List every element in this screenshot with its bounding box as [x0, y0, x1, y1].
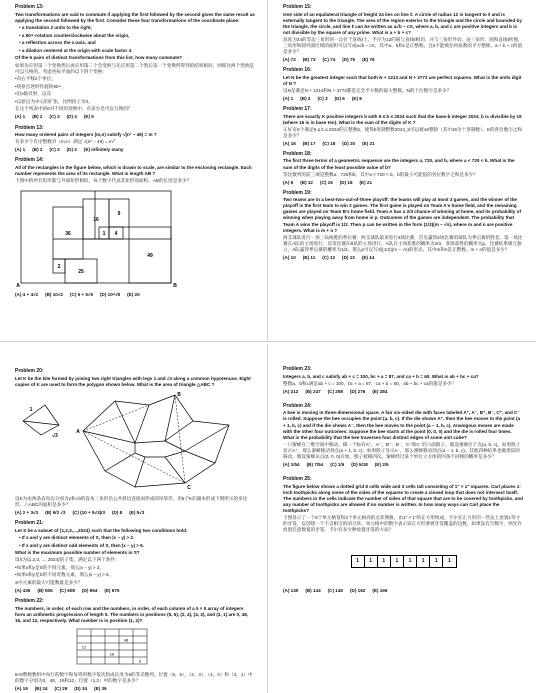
grid-value: 48: [123, 637, 129, 643]
problem-text: The first three terms of a geometric sequence are the integers a, 720, and b, where a < 720 < b. What is the sum of the digits of the least possible value of b?: [283, 158, 515, 170]
problem-title: Problem 21:: [15, 519, 44, 526]
triangle-abc: [83, 395, 185, 483]
problem-title: Problem 20:: [15, 368, 44, 374]
choice-e: (E) 21: [362, 140, 375, 146]
choice-d: (D) 162: [349, 588, 366, 594]
answer-choices: [283, 389, 524, 395]
problem-title: Problem 13:: [15, 124, 44, 131]
answer-choices: [15, 147, 255, 153]
list-item: • If x and y are distinct elements of S, then |x − y| > 2.: [19, 535, 135, 541]
choice-d: (D) 10⁴√8: [100, 292, 121, 298]
rectangles-figure: [15, 187, 255, 289]
side-label: √3: [52, 432, 58, 439]
polygon-outline: [83, 395, 229, 487]
problem-text: Integers a, b, and c satisfy ab + c = 100, bc + a = 87, and ca + b = 60. What is ab + bc + ca?: [283, 373, 479, 379]
page-4: [268, 344, 536, 693]
kite-polygon-diagram: [15, 391, 245, 491]
area-label: 4: [114, 231, 118, 238]
kite-edge: [105, 453, 135, 471]
point-label-a: A: [76, 428, 80, 435]
problem-17: [283, 106, 524, 147]
kite-edge: [185, 425, 229, 451]
problem-23: [283, 366, 524, 395]
choice-c: (C) 258: [327, 388, 343, 394]
problem-text-zh: 整数a、b和c满足ab + c = 100，bc + a = 87，ca + b = 60。ab + bc + ca的值是多少？: [283, 380, 457, 386]
kite-figure: [15, 391, 255, 493]
problem-text-zh: 正好有K个满足5 ≤ b ≤ 2024的正整数b，使得b进制整数2024_b可以被16整除（其中16为十进制数）。K的各位数字之和是多少？: [283, 126, 523, 138]
problem-16: [283, 67, 524, 102]
choice-a: (A) 2 + 3√3: [15, 509, 39, 515]
area-label: 36: [65, 231, 71, 238]
list-item: • a translation 2 units to the right,: [19, 25, 92, 31]
rectangles-diagram: [15, 187, 185, 287]
grid-value: 0: [138, 658, 142, 664]
choice-a: (A) 1: [15, 114, 26, 120]
choice-b: (B) 506: [37, 588, 53, 594]
answer-choices: [283, 462, 524, 468]
choice-a: (A) 1: [283, 95, 294, 101]
outer-rectangle: [21, 191, 171, 283]
choice-b: (B) 144: [305, 588, 321, 594]
choice-c: (C) 1/6: [330, 461, 345, 467]
problem-title: Problem 23:: [283, 366, 312, 372]
kite-edge: [165, 457, 185, 483]
problem-25: [283, 476, 524, 594]
choice-b: (B) 10√2: [45, 292, 63, 298]
choice-b: (B) 2: [32, 147, 43, 153]
point-label-a: A: [16, 283, 20, 288]
problem-text-zh: 高度为24的等边三角形的一边位于直线ℓ上。半径为12的圆与直线ℓ相切，并与三角形外切。由三角形、圆和直线ℓ所围，三角形和圆外部区域的面积可以写成a√b − cπ，其中a、b和c是正整数，且b不能被任何质数的平方整除。a + b + c的值是多少？: [283, 36, 523, 54]
choice-e: (E) infinitely many: [83, 147, 124, 153]
choice-c: (C) 29: [54, 686, 68, 692]
choice-d: (D) 4: [66, 147, 77, 153]
point-label-b: B: [173, 283, 177, 288]
choice-c: (C) (10 + 8√3)/3: [72, 509, 106, 515]
choice-d: (D) 654: [81, 588, 98, 594]
problem-text: Two teams are in a best-two-out-of-three playoff: the teams will play at most 3 games, and the winner of the playoff is the first team to win 2 games. The first game is played on Team A's home field, and the remaining games are played on Team B's home field. Team A has a 2/3 chance of winning at home, and its probability of winning when playing away from home is p. Outcomes of the games are independent. The probability that Team A wins the playoff is 1/2. Then p can be written in the form (1/2)(m − √n), where m and n are positive integers. What is m + n ?: [283, 197, 521, 233]
problem-24: [283, 403, 524, 468]
answer-choices: [283, 588, 524, 594]
problem-question: What is the maximum possible number of elements in S?: [15, 550, 140, 556]
area-label: 49: [147, 253, 153, 260]
area-label: 2: [57, 264, 61, 271]
choice-e: (E) 14: [361, 254, 375, 260]
problem-title: Problem 22:: [15, 598, 44, 605]
list-item-zh: •以原点为中心的扩张，比例因子为3。: [15, 98, 93, 104]
problem-text-zh: 两支球队进行一场三局两胜的季后赛：两支球队最多进行3场比赛，首先赢得2场比赛的球队为季后赛的胜者。第一场比赛在A队的主场进行，其余比赛在B队的主场进行。A队在主场获胜的概率为2/3，客场获胜的概率为p。比赛结果相互独立。A队赢得季后赛的概率为1/2。那么p可以写成(1/2)(m − √n)的形式，其中m和n是正整数。m + n的值是多少？: [283, 234, 523, 252]
problem-15: [283, 4, 524, 63]
area-label: 9: [117, 211, 121, 218]
kite-diagonal: [23, 421, 59, 425]
kite-edge: [185, 451, 215, 463]
list-item-zh: •如果x和y是S的不同奇数元素，那么|x − y| > 6。: [15, 572, 114, 578]
problem-title: Problem 15:: [283, 4, 312, 10]
kite-edge: [135, 405, 149, 443]
problem-text-zh: 设N是满足N + 1213和N + 3773都是完全平方数的最大整数。N的个位数字是多少？: [283, 87, 452, 93]
choice-e: (E) 20: [127, 292, 140, 298]
problem-13a: [15, 4, 255, 121]
problem-title: Problem 16:: [283, 67, 312, 74]
kite-shape: [23, 405, 59, 435]
choice-e: (E) 21: [359, 179, 373, 185]
choice-c: (C) 3: [49, 147, 60, 153]
choice-e: (E) 675: [104, 588, 120, 594]
choice-c: (C) 18: [322, 140, 336, 146]
problem-19: [283, 190, 524, 261]
problem-question: Of the 6 pairs of distinct transformations from this list, how many commute?: [15, 55, 183, 61]
answer-choices: [283, 96, 524, 102]
choice-c: (C) 16: [319, 179, 333, 185]
choice-a: (A) 1/54: [283, 461, 300, 467]
problem-text: The numbers, in order, of each row and the numbers, in order, of each column of a 5 × 5 array of integers form an arithmetic progression of length 5. The numbers in positions (5, 5), (2, 4), (4, 3), and (3, 1) are 0, 48, 16, and 12, respectively. What number is in position (1, 2)?: [15, 605, 249, 623]
list-item: • a 90∘-rotation counterclockwise about the origin,: [19, 32, 130, 38]
grid-cell: 1: [352, 556, 365, 567]
page-3: [0, 344, 268, 693]
grid-cell: 1: [448, 558, 451, 565]
kite-edge: [115, 401, 135, 443]
choice-c: (C) 5 + 5√5: [69, 292, 93, 298]
choice-c: (C) 74: [322, 57, 336, 63]
choice-d: (D) 18: [339, 179, 353, 185]
problem-14: [15, 157, 255, 298]
choice-d: (D) 4: [66, 114, 77, 120]
problem-21: [15, 520, 255, 594]
choice-c: (C) 3: [49, 114, 60, 120]
problem-title: Problem 13:: [15, 4, 44, 10]
choice-e: (E) 5√3: [129, 509, 145, 515]
list-item-zh: •向右平移2个单位，: [15, 76, 56, 82]
array-figure: [15, 627, 255, 669]
problem-text: There are exactly K positive integers b with 5 ≤ b ≤ 2024 such that the base-b integer 2024_b is divisible by 16 (where 16 is in base ten). What is the sum of the digits of K ?: [283, 113, 522, 125]
choice-e: (E) 76: [362, 57, 375, 63]
answer-choices: [15, 510, 255, 516]
answer-choices: [283, 180, 524, 186]
problem-title: Problem 19:: [283, 189, 312, 196]
problem-20: [15, 368, 255, 516]
problem-13b: [15, 125, 255, 154]
problem-text-zh: 有多少个有序整数对（m,n）满足 √(n² − 49) = m？: [15, 139, 118, 145]
problem-text-zh: 如果先应用第一个变换然后再应用第二个会变换与先应用第二个然后第一个变换所得到的结果相同，则称这两个变换是可以互换的。考虑坐标平面的以下四个变换：: [15, 62, 254, 74]
problem-text-zh: 设K为由两条直角边分别为1和√3的直角三角形沿公共斜边连接而形成的风筝形。用8个K的副本形成下图所示的多边形。△ABC的面积是多少？: [15, 495, 248, 507]
side-label: 1: [29, 406, 33, 413]
choice-d: (D) 13: [342, 254, 355, 260]
problem-text: A bee is moving in three-dimensional space. A fair six-sided die with faces labeled A⁺, A⁻, B⁺, B⁻, C⁺, and C⁻ is rolled. Suppose the bee occupies the point (a, b, c). If the die shows A⁺, then the bee moves to the point (a + 1, b, c) and if the die shows A⁻, then the bee moves to the point (a − 1, b, c). Analogous moves are made with the other four outcomes. Suppose the bee starts at the point (0, 0, 0) and the die is rolled four times. What is the probability that the bee traverses four distinct edges of some unit cube?: [283, 410, 521, 440]
list-item-zh: •绕原点逆时针旋转90∘，: [15, 83, 66, 89]
choice-d: (D) 6: [334, 95, 345, 101]
choice-d: (D) 20: [342, 140, 356, 146]
problem-question-zh: S中元素的最大可能数量是多少？: [15, 580, 83, 585]
choice-b: (B) 9/2 √3: [45, 509, 66, 515]
grid-cell: 1: [391, 556, 404, 567]
answer-choices: [15, 292, 255, 298]
problem-text: One side of an equilateral triangle of height 24 lies on line ℓ. A circle of radius 12 is tangent to ℓ and is externally tangent to the triangle. The area of the region exterior to the triangle and the circle and bounded by the triangle, the circle, and line ℓ can be written as a√b − cπ, where a, b, and c are positive integers and b is not divisible by the square of any prime. What is a + b + c?: [283, 11, 522, 35]
grid-cell: 1: [378, 556, 391, 567]
choice-b: (B) 2: [300, 95, 311, 101]
choice-b: (B) 24: [34, 686, 48, 692]
point-label-b: B: [177, 391, 181, 398]
array-outline: [77, 629, 147, 664]
choice-a: (A) 4 + 4√2: [15, 292, 39, 298]
choice-d: (D) 5/18: [351, 461, 368, 467]
problem-title: Problem 17:: [283, 105, 312, 112]
kite-edge: [165, 395, 175, 441]
choice-e: (E) 284: [372, 388, 388, 394]
problem-text-zh: 下图显示了一个8个单元格宽和3个单元格高的点状网格，由1″ × 1″的正方形组成。卡尔在正方形的一些边上放置1英寸的牙签，以创建一个不自相交的闭合环。单元格中的数字表示该正方形要被牙签覆盖的边数，如果没有写数字，则允许放置任意数量的牙签。卡尔有多少种放置牙签的方法？: [283, 514, 522, 532]
problem-text-zh: 等比数列的前三项是整数a、720和b，其中a < 720 < b。b的最小可能值的各位数字之和是多少？: [283, 171, 478, 177]
area-label: 16: [93, 217, 99, 224]
choice-e: (E) 196: [372, 588, 388, 594]
kite-edge: [83, 431, 135, 443]
choice-a: (A) 9: [283, 179, 294, 185]
choice-d: (D) 34: [74, 686, 88, 692]
point-label-c: C: [187, 484, 191, 491]
kite-edge: [165, 421, 193, 441]
problem-text-zh: 设S为{1,2,3, ..., 2024}的子集，满足以下两个条件：: [15, 557, 120, 563]
area-label: 1: [102, 231, 106, 238]
area-label: 25: [78, 269, 84, 276]
problem-title: Problem 24:: [283, 402, 312, 409]
grid-value: 12: [81, 644, 87, 650]
answer-choices: [15, 114, 255, 120]
problem-text: Let N be the greatest integer such that both N + 1213 and N + 3773 are perfect squares. What is the units digit of N ?: [283, 74, 522, 86]
problem-22: [15, 598, 255, 692]
problem-title: Problem 18:: [283, 150, 312, 157]
choice-b: (B) 2: [32, 114, 43, 120]
answer-choices: [15, 588, 255, 594]
problem-text-zh: 下图中的所有矩形都与外部矩形相似，每个数字代表其矩形的面积。AB的长度是多少？: [15, 178, 192, 184]
kite-edge: [135, 457, 145, 487]
choice-e: (E) 8: [351, 95, 362, 101]
choice-b: (B) 73: [302, 57, 316, 63]
problem-text: Let K be the kite formed by joining two right triangles with legs 1 and √3 along a common hypotenuse. Eight copies of K are used to form the polygon shown below. What is the area of triangle △ABC ?: [15, 375, 251, 387]
choice-d: (D) 276: [349, 388, 366, 394]
choice-c: (C) 146: [327, 588, 343, 594]
problem-title: Problem 14:: [15, 157, 44, 164]
choice-a: (A) 436: [15, 588, 31, 594]
array-grid-diagram: [75, 627, 165, 667]
answer-choices: [283, 141, 524, 147]
kite-edge: [135, 441, 165, 443]
choice-a: (A) 10: [283, 254, 296, 260]
problem-18: [283, 151, 524, 186]
choice-b: (B) 17: [302, 140, 316, 146]
grid-value: 16: [109, 651, 115, 657]
choice-b: (B) 7/54: [306, 461, 324, 467]
choice-e: (E) 5: [83, 114, 94, 120]
grid-cell: 1: [430, 556, 443, 567]
list-item: • a dilation centered at the origin with scale factor 3.: [19, 47, 133, 53]
grid-cell: 1: [404, 556, 417, 567]
choice-a: (A) 19: [15, 686, 28, 692]
problem-text-zh: 5×5整数数组中每行的数字和每列的数字依次构成长度为5的等差数列。位置（5，5），（2，4），（4，3）和（3，1）中的数字分别为0，48，16和12。位置（1,2）中的数字是多少？: [15, 671, 253, 684]
problem-text: The figure below shows a dotted grid 8 cells wide and 3 cells tall consisting of 1″ × 1″ squares. Carl places 1-inch toothpicks along some of the sides of the squares to create a closed loop that does not intersect itself. The numbers in the cells indicate the number of sides of that square that are to be covered by toothpicks, and any number of toothpicks are allowed if no number is written. In how many ways can Carl place the toothpicks?: [283, 483, 523, 513]
problem-text: How many ordered pairs of integers (m,n) satisfy √(n² − 49) = m ?: [15, 132, 157, 138]
page-2: [268, 0, 536, 342]
grid-cell: 1: [417, 556, 430, 567]
problem-title: Problem 25:: [283, 475, 312, 482]
choice-d: (D) 75: [342, 57, 356, 63]
problem-text: All of the rectangles in the figure below, which is drawn to scale, are similar to the enclosing rectangle. Each number represents the area of its rectangle. What is length AB ?: [15, 164, 252, 176]
answer-choices: [283, 57, 524, 63]
choice-a: (A) 16: [283, 140, 296, 146]
list-item-zh: •如果x和y是S的不同元素，那么|x − y| > 2。: [15, 564, 104, 570]
choice-a: (A) 130: [283, 588, 299, 594]
choice-c: (C) 608: [59, 588, 75, 594]
problem-text-zh: 一只蜜蜂在三维空间中移动。掷一个标有A⁺、A⁻、B⁺、B⁻、C⁺和C⁻的六面骰子。假设蜜蜂位于点(a, b, c)。如果骰子显示A⁺，那么蜜蜂移动到点(a + 1, b, c)；如果骰子显示A⁻，那么蜜蜂移动到点(a − 1, b, c)。其他四种结果也做类似的移动。假设蜜蜂从点(0, 0, 0)开始，骰子被掷四次。蜜蜂经过某个单位立方体的四条不同棱的概率是多少？: [283, 441, 521, 459]
problem-text: Let S be a subset of {1,2,3,...,2024} such that the following two conditions hold:: [15, 527, 188, 533]
choice-d: (D) 8: [112, 509, 123, 515]
kite-edge: [165, 441, 185, 451]
grid-cell: 1: [365, 556, 378, 567]
list-item: • a reflection across the x-axis, and: [19, 40, 96, 46]
toothpick-grid: [351, 555, 457, 568]
choice-e: (E) 39: [94, 686, 107, 692]
list-item: • If x and y are distinct odd elements of S, then |x − y| > 6.: [19, 542, 144, 548]
choice-b: (B) 11: [302, 254, 316, 260]
choice-e: (E) 2/5: [374, 461, 389, 467]
list-item-zh: •沿x轴反射，以及: [15, 91, 52, 97]
answer-choices: [283, 255, 524, 261]
problem-question-zh: 在这个列表中的6对不同的变换中，有多少是可以互换的？: [15, 106, 133, 112]
choice-a: (A) 1: [15, 147, 26, 153]
choice-b: (B) 12: [300, 179, 313, 185]
choice-a: (A) 72: [283, 57, 296, 63]
choice-b: (B) 247: [305, 388, 321, 394]
choice-c: (C) 3: [317, 95, 328, 101]
choice-a: (A) 212: [283, 388, 299, 394]
kite-edge: [165, 451, 185, 457]
kite-edge: [135, 453, 145, 457]
answer-choices: [15, 686, 255, 692]
problem-text: Two transformations are said to commute if applying the first followed by the second gives the same result as applying the second followed by the first. Consider these four transformations of the coordinate plane:: [15, 11, 255, 23]
choice-c: (C) 12: [322, 254, 336, 260]
page-1: [0, 0, 268, 342]
